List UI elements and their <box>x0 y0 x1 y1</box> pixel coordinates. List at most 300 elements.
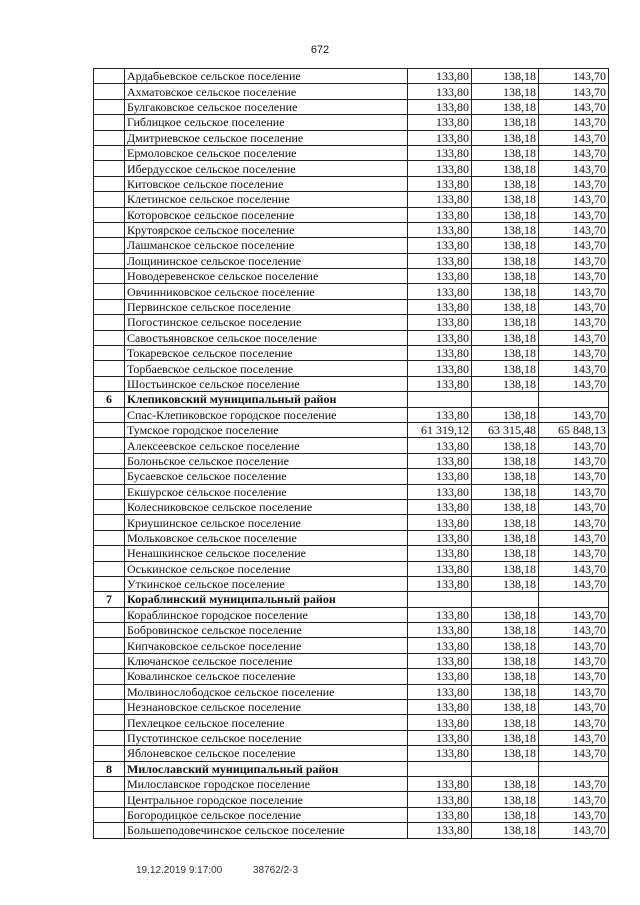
value-col-2: 138,18 <box>472 84 539 99</box>
settlement-name: Кипчаковское сельское поселение <box>125 638 408 653</box>
row-index <box>94 192 125 207</box>
group-row <box>94 392 609 407</box>
value-col-1 <box>408 392 472 407</box>
settlement-name: Алексеевское сельское поселение <box>125 438 408 453</box>
value-col-2: 138,18 <box>472 792 539 807</box>
table-row <box>94 207 609 222</box>
row-index <box>94 807 125 822</box>
row-index <box>94 130 125 145</box>
table-row <box>94 515 609 530</box>
value-col-1: 133,80 <box>408 222 472 237</box>
table-row <box>94 807 609 822</box>
value-col-3: 143,70 <box>539 792 609 807</box>
settlement-name: Милославское городское поселение <box>125 776 408 791</box>
value-col-2: 138,18 <box>472 484 539 499</box>
settlement-name: Екшурское сельское поселение <box>125 484 408 499</box>
table-row <box>94 576 609 591</box>
value-col-2: 138,18 <box>472 176 539 191</box>
value-col-3: 143,70 <box>539 145 609 160</box>
value-col-2: 138,18 <box>472 530 539 545</box>
value-col-1: 133,80 <box>408 269 472 284</box>
value-col-1: 133,80 <box>408 715 472 730</box>
settlement-name: Пустотинское сельское поселение <box>125 730 408 745</box>
settlement-name: Бусаевское сельское поселение <box>125 469 408 484</box>
row-index <box>94 746 125 761</box>
settlement-name: Уткинское сельское поселение <box>125 576 408 591</box>
settlement-name: Савостьяновское сельское поселение <box>125 330 408 345</box>
table-row <box>94 684 609 699</box>
value-col-2: 138,18 <box>472 746 539 761</box>
value-col-3: 143,70 <box>539 407 609 422</box>
row-index <box>94 330 125 345</box>
settlement-name: Лашманское сельское поселение <box>125 238 408 253</box>
value-col-2: 138,18 <box>472 145 539 160</box>
settlement-name: Торбаевское сельское поселение <box>125 361 408 376</box>
row-index <box>94 715 125 730</box>
value-col-2: 138,18 <box>472 653 539 668</box>
value-col-3: 143,70 <box>539 207 609 222</box>
row-index <box>94 438 125 453</box>
value-col-3: 143,70 <box>539 99 609 114</box>
settlement-name: Китовское сельское поселение <box>125 176 408 191</box>
value-col-1: 133,80 <box>408 192 472 207</box>
value-col-2: 138,18 <box>472 222 539 237</box>
table-row <box>94 346 609 361</box>
value-col-1: 133,80 <box>408 161 472 176</box>
value-col-3: 143,70 <box>539 546 609 561</box>
value-col-3: 143,70 <box>539 222 609 237</box>
value-col-1: 133,80 <box>408 700 472 715</box>
settlement-name: Оськинское сельское поселение <box>125 561 408 576</box>
table-row <box>94 453 609 468</box>
settlement-name: Шостьинское сельское поселение <box>125 376 408 391</box>
value-col-2: 138,18 <box>472 69 539 84</box>
table-row <box>94 161 609 176</box>
settlement-name: Болоньское сельское поселение <box>125 453 408 468</box>
row-index <box>94 730 125 745</box>
value-col-3: 143,70 <box>539 269 609 284</box>
row-index <box>94 561 125 576</box>
value-col-3: 143,70 <box>539 192 609 207</box>
value-col-1: 133,80 <box>408 653 472 668</box>
settlement-name: Незнановское сельское поселение <box>125 700 408 715</box>
value-col-3: 143,70 <box>539 684 609 699</box>
value-col-3: 65 848,13 <box>539 422 609 437</box>
row-index <box>94 269 125 284</box>
page-footer <box>136 865 326 876</box>
value-col-1: 133,80 <box>408 176 472 191</box>
value-col-1: 133,80 <box>408 438 472 453</box>
table-row <box>94 222 609 237</box>
settlement-name: Яблоневское сельское поселение <box>125 746 408 761</box>
settlement-name: Ключанское сельское поселение <box>125 653 408 668</box>
value-col-3 <box>539 592 609 607</box>
value-col-2: 138,18 <box>472 607 539 622</box>
table-row <box>94 315 609 330</box>
row-index <box>94 161 125 176</box>
settlement-name: Овчинниковское сельское поселение <box>125 284 408 299</box>
settlement-name: Ибердусское сельское поселение <box>125 161 408 176</box>
value-col-1: 133,80 <box>408 99 472 114</box>
table-row <box>94 484 609 499</box>
value-col-1: 133,80 <box>408 469 472 484</box>
row-index: 8 <box>94 761 125 776</box>
value-col-3: 143,70 <box>539 238 609 253</box>
row-index <box>94 638 125 653</box>
row-index <box>94 346 125 361</box>
value-col-1: 133,80 <box>408 376 472 391</box>
row-index <box>94 361 125 376</box>
table-row <box>94 669 609 684</box>
value-col-3: 143,70 <box>539 115 609 130</box>
table-row <box>94 469 609 484</box>
value-col-1: 133,80 <box>408 669 472 684</box>
value-col-2: 63 315,48 <box>472 422 539 437</box>
value-col-2: 138,18 <box>472 561 539 576</box>
district-name: Клепиковский муниципальный район <box>125 392 408 407</box>
table-row <box>94 561 609 576</box>
value-col-3: 143,70 <box>539 253 609 268</box>
table-row <box>94 792 609 807</box>
value-col-2: 138,18 <box>472 376 539 391</box>
settlement-name: Колесниковское сельское поселение <box>125 499 408 514</box>
value-col-3: 143,70 <box>539 69 609 84</box>
row-index <box>94 69 125 84</box>
settlement-name: Криушинское сельское поселение <box>125 515 408 530</box>
value-col-1: 133,80 <box>408 638 472 653</box>
settlement-name: Токаревское сельское поселение <box>125 346 408 361</box>
value-col-2: 138,18 <box>472 669 539 684</box>
settlement-name: Ахматовское сельское поселение <box>125 84 408 99</box>
value-col-3: 143,70 <box>539 346 609 361</box>
value-col-2: 138,18 <box>472 253 539 268</box>
row-index <box>94 376 125 391</box>
row-index <box>94 792 125 807</box>
value-col-1: 133,80 <box>408 253 472 268</box>
value-col-1 <box>408 592 472 607</box>
value-col-3: 143,70 <box>539 715 609 730</box>
table-row <box>94 746 609 761</box>
row-index <box>94 145 125 160</box>
settlement-name: Тумское городское поселение <box>125 422 408 437</box>
value-col-1: 133,80 <box>408 823 472 838</box>
settlement-name: Погостинское сельское поселение <box>125 315 408 330</box>
settlement-name: Ковалинское сельское поселение <box>125 669 408 684</box>
value-col-1: 133,80 <box>408 346 472 361</box>
value-col-1: 61 319,12 <box>408 422 472 437</box>
group-row <box>94 761 609 776</box>
settlement-name: Центральное городское поселение <box>125 792 408 807</box>
value-col-2: 138,18 <box>472 576 539 591</box>
value-col-2: 138,18 <box>472 99 539 114</box>
value-col-2: 138,18 <box>472 715 539 730</box>
footer-timestamp: 19.12.2019 9:17:00 <box>136 865 223 876</box>
value-col-2: 138,18 <box>472 823 539 838</box>
value-col-1: 133,80 <box>408 238 472 253</box>
row-index <box>94 576 125 591</box>
settlement-name: Ардабьевское сельское поселение <box>125 69 408 84</box>
value-col-2: 138,18 <box>472 700 539 715</box>
settlement-name: Первинское сельское поселение <box>125 299 408 314</box>
table-row <box>94 823 609 838</box>
value-col-1: 133,80 <box>408 746 472 761</box>
table-row <box>94 653 609 668</box>
value-col-3: 143,70 <box>539 653 609 668</box>
settlement-name: Мольковское сельское поселение <box>125 530 408 545</box>
value-col-1: 133,80 <box>408 607 472 622</box>
table-row <box>94 269 609 284</box>
settlement-name: Кораблинское городское поселение <box>125 607 408 622</box>
row-index <box>94 176 125 191</box>
value-col-2: 138,18 <box>472 284 539 299</box>
settlement-name: Крутоярское сельское поселение <box>125 222 408 237</box>
table-row <box>94 176 609 191</box>
table-row <box>94 438 609 453</box>
value-col-2: 138,18 <box>472 438 539 453</box>
row-index <box>94 315 125 330</box>
value-col-1: 133,80 <box>408 807 472 822</box>
settlement-name: Булгаковское сельское поселение <box>125 99 408 114</box>
district-name: Кораблинский муниципальный район <box>125 592 408 607</box>
value-col-3: 143,70 <box>539 376 609 391</box>
value-col-3: 143,70 <box>539 515 609 530</box>
table-row <box>94 299 609 314</box>
value-col-3: 143,70 <box>539 807 609 822</box>
row-index <box>94 530 125 545</box>
table-row <box>94 130 609 145</box>
value-col-3: 143,70 <box>539 299 609 314</box>
table-row <box>94 776 609 791</box>
value-col-1: 133,80 <box>408 130 472 145</box>
value-col-2: 138,18 <box>472 161 539 176</box>
value-col-2: 138,18 <box>472 776 539 791</box>
row-index <box>94 99 125 114</box>
value-col-3: 143,70 <box>539 469 609 484</box>
settlement-name: Бобровинское сельское поселение <box>125 623 408 638</box>
value-col-1: 133,80 <box>408 284 472 299</box>
settlement-name: Гиблицкое сельское поселение <box>125 115 408 130</box>
row-index <box>94 684 125 699</box>
row-index <box>94 515 125 530</box>
row-index: 7 <box>94 592 125 607</box>
value-col-1: 133,80 <box>408 407 472 422</box>
value-col-2: 138,18 <box>472 192 539 207</box>
value-col-3: 143,70 <box>539 623 609 638</box>
value-col-1: 133,80 <box>408 361 472 376</box>
value-col-2: 138,18 <box>472 330 539 345</box>
row-index: 6 <box>94 392 125 407</box>
page-number: 672 <box>310 44 330 56</box>
table-row <box>94 361 609 376</box>
table-row <box>94 546 609 561</box>
value-col-3: 143,70 <box>539 823 609 838</box>
value-col-1: 133,80 <box>408 315 472 330</box>
value-col-3 <box>539 392 609 407</box>
value-col-1: 133,80 <box>408 576 472 591</box>
table-row <box>94 145 609 160</box>
row-index <box>94 115 125 130</box>
value-col-3: 143,70 <box>539 669 609 684</box>
value-col-3: 143,70 <box>539 530 609 545</box>
row-index <box>94 469 125 484</box>
row-index <box>94 499 125 514</box>
value-col-2: 138,18 <box>472 207 539 222</box>
value-col-3: 143,70 <box>539 484 609 499</box>
value-col-1: 133,80 <box>408 115 472 130</box>
value-col-1: 133,80 <box>408 453 472 468</box>
value-col-1 <box>408 761 472 776</box>
value-col-3: 143,70 <box>539 776 609 791</box>
value-col-3: 143,70 <box>539 746 609 761</box>
district-name: Милославский муниципальный район <box>125 761 408 776</box>
table-row <box>94 530 609 545</box>
table-row <box>94 84 609 99</box>
row-index <box>94 700 125 715</box>
row-index <box>94 284 125 299</box>
row-index <box>94 407 125 422</box>
row-index <box>94 669 125 684</box>
value-col-2: 138,18 <box>472 315 539 330</box>
settlement-name: Богородицкое сельское поселение <box>125 807 408 822</box>
settlement-name: Молвинослободское сельское поселение <box>125 684 408 699</box>
value-col-3: 143,70 <box>539 561 609 576</box>
value-col-3: 143,70 <box>539 130 609 145</box>
value-col-3: 143,70 <box>539 453 609 468</box>
settlement-name: Ненашкинское сельское поселение <box>125 546 408 561</box>
settlement-name: Спас-Клепиковское городское поселение <box>125 407 408 422</box>
value-col-1: 133,80 <box>408 69 472 84</box>
settlement-name: Пехлецкое сельское поселение <box>125 715 408 730</box>
tariff-table <box>93 68 609 839</box>
value-col-3: 143,70 <box>539 361 609 376</box>
value-col-3: 143,70 <box>539 499 609 514</box>
table-row <box>94 238 609 253</box>
table-row <box>94 115 609 130</box>
table-row <box>94 407 609 422</box>
value-col-3: 143,70 <box>539 438 609 453</box>
value-col-2: 138,18 <box>472 684 539 699</box>
table-row <box>94 253 609 268</box>
row-index <box>94 776 125 791</box>
value-col-1: 133,80 <box>408 730 472 745</box>
table-row <box>94 99 609 114</box>
value-col-3: 143,70 <box>539 607 609 622</box>
value-col-2: 138,18 <box>472 346 539 361</box>
row-index <box>94 453 125 468</box>
table-row <box>94 623 609 638</box>
value-col-2: 138,18 <box>472 453 539 468</box>
settlement-name: Клетинское сельское поселение <box>125 192 408 207</box>
value-col-3: 143,70 <box>539 176 609 191</box>
row-index <box>94 299 125 314</box>
settlement-name: Большеподовечинское сельское поселение <box>125 823 408 838</box>
settlement-name: Дмитриевское сельское поселение <box>125 130 408 145</box>
table-row <box>94 730 609 745</box>
value-col-3: 143,70 <box>539 315 609 330</box>
settlement-name: Ермоловское сельское поселение <box>125 145 408 160</box>
table-row <box>94 607 609 622</box>
value-col-2 <box>472 592 539 607</box>
table-row <box>94 192 609 207</box>
row-index <box>94 653 125 668</box>
value-col-3: 143,70 <box>539 330 609 345</box>
value-col-1: 133,80 <box>408 792 472 807</box>
value-col-1: 133,80 <box>408 530 472 545</box>
table-row <box>94 715 609 730</box>
value-col-2: 138,18 <box>472 730 539 745</box>
value-col-3: 143,70 <box>539 576 609 591</box>
value-col-1: 133,80 <box>408 84 472 99</box>
value-col-1: 133,80 <box>408 299 472 314</box>
value-col-1: 133,80 <box>408 515 472 530</box>
value-col-2: 138,18 <box>472 130 539 145</box>
settlement-name: Которовское сельское поселение <box>125 207 408 222</box>
group-row <box>94 592 609 607</box>
value-col-3: 143,70 <box>539 84 609 99</box>
value-col-3: 143,70 <box>539 638 609 653</box>
value-col-2: 138,18 <box>472 299 539 314</box>
value-col-2: 138,18 <box>472 638 539 653</box>
settlement-name: Новодеревенское сельское поселение <box>125 269 408 284</box>
value-col-2: 138,18 <box>472 115 539 130</box>
value-col-1: 133,80 <box>408 330 472 345</box>
value-col-2: 138,18 <box>472 623 539 638</box>
row-index <box>94 238 125 253</box>
row-index <box>94 546 125 561</box>
table-row <box>94 700 609 715</box>
value-col-3: 143,70 <box>539 161 609 176</box>
settlement-name: Лощининское сельское поселение <box>125 253 408 268</box>
value-col-3: 143,70 <box>539 700 609 715</box>
table-row <box>94 284 609 299</box>
value-col-1: 133,80 <box>408 499 472 514</box>
row-index <box>94 222 125 237</box>
value-col-2: 138,18 <box>472 515 539 530</box>
value-col-3: 143,70 <box>539 284 609 299</box>
row-index <box>94 823 125 838</box>
value-col-1: 133,80 <box>408 561 472 576</box>
table-row <box>94 376 609 391</box>
row-index <box>94 422 125 437</box>
value-col-1: 133,80 <box>408 546 472 561</box>
value-col-1: 133,80 <box>408 684 472 699</box>
value-col-1: 133,80 <box>408 207 472 222</box>
value-col-1: 133,80 <box>408 145 472 160</box>
table-row <box>94 422 609 437</box>
value-col-2: 138,18 <box>472 238 539 253</box>
value-col-2: 138,18 <box>472 269 539 284</box>
value-col-2: 138,18 <box>472 499 539 514</box>
value-col-2 <box>472 761 539 776</box>
value-col-1: 133,80 <box>408 484 472 499</box>
table-row <box>94 69 609 84</box>
value-col-2: 138,18 <box>472 546 539 561</box>
value-col-2: 138,18 <box>472 807 539 822</box>
table-row <box>94 638 609 653</box>
row-index <box>94 84 125 99</box>
row-index <box>94 207 125 222</box>
value-col-2: 138,18 <box>472 407 539 422</box>
value-col-1: 133,80 <box>408 776 472 791</box>
value-col-2 <box>472 392 539 407</box>
value-col-2: 138,18 <box>472 361 539 376</box>
value-col-1: 133,80 <box>408 623 472 638</box>
table-row <box>94 499 609 514</box>
row-index <box>94 623 125 638</box>
value-col-3: 143,70 <box>539 730 609 745</box>
footer-doc-id: 38762/2-3 <box>252 865 299 876</box>
value-col-2: 138,18 <box>472 469 539 484</box>
